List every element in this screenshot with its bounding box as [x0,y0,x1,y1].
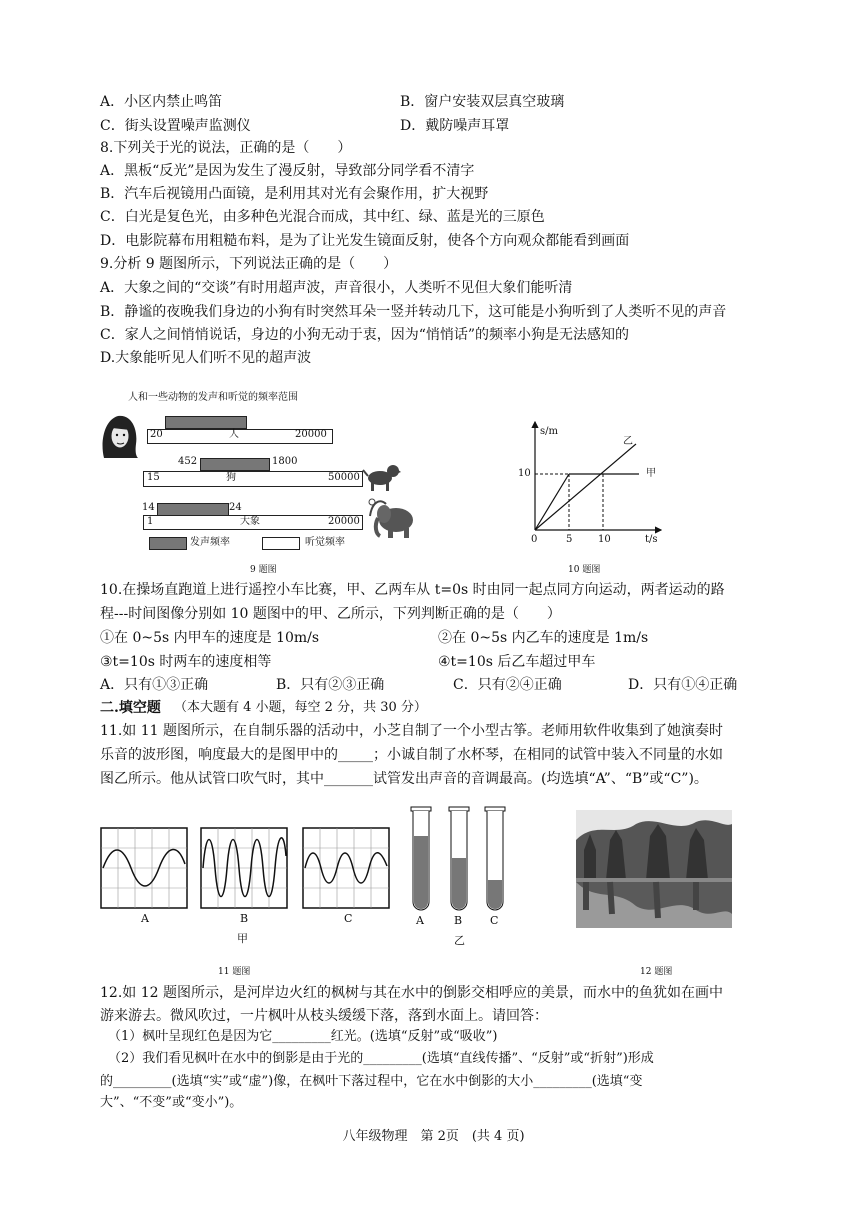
fig10-tick-5: 5 [566,534,573,545]
test-tube-c [485,807,505,910]
fig10-label-yi: 乙 [623,436,633,447]
fig10-tick-y: 10 [518,468,531,479]
q12-line-6: 大”、“不变”或“变小”)。 [100,1095,243,1110]
wave-label-c: C [344,912,353,925]
dog-emit-low: 452 [178,456,198,467]
q10-option-d: D．只有①④正确 [628,677,738,693]
test-tube-b [449,807,469,910]
legend-emit-label: 发声频率 [190,537,230,548]
human-high: 20000 [295,429,327,440]
elephant-emit-low: 14 [142,502,155,513]
test-tubes-yi [408,806,508,916]
fig10-line-yi [535,444,636,530]
tube-label-b: B [454,914,463,927]
q7-option-d: D．戴防噪声耳罩 [400,118,510,134]
test-tube-a [411,807,431,910]
dog-name: 狗 [226,472,236,483]
q8-option-c: C．白光是复色光，由多种色光混合而成，其中红、绿、蓝是光的三原色 [100,209,545,225]
tube-label-c: C [490,914,499,927]
maple-reflection-photo [576,810,732,928]
human-name: 人 [229,429,239,440]
elephant-name: 大象 [240,516,260,527]
woman-icon [98,412,140,460]
q12-line-2: 游来游去。微风吹过，一片枫叶从枝头缓缓下落，落到水面上。请回答： [100,1008,548,1024]
label-jia: 甲 [237,932,248,945]
q12-line-5: 的_________(选填“实”或“虚”)像，在枫叶下落过程中，它在水中倒影的大小_________(选填“变 [100,1074,643,1089]
q7-option-a: A．小区内禁止鸣笛 [100,94,223,110]
legend-hear-label: 听觉频率 [305,537,345,548]
elephant-low: 1 [147,516,154,527]
q9-option-b: B．静谧的夜晚我们身边的小狗有时突然耳朵一竖并转动几下，这可能是小狗听到了人类听不见的声音 [100,304,727,320]
fig12-caption: 12 题图 [640,967,673,977]
q8-option-a: A．黑板“反光”是因为发生了漫反射，导致部分同学看不清字 [100,163,475,179]
fig10-graph [515,418,665,548]
q8-option-b: B．汽车后视镜用凸面镜，是利用其对光有会聚作用，扩大视野 [100,186,489,202]
q12-line-1: 12.如 12 题图所示，是河岸边火红的枫树与其在水中的倒影交相呼应的美景，而水中的鱼犹如在画中 [100,985,723,1001]
label-yi: 乙 [454,934,465,947]
section-2-title: 二.填空题 [100,700,161,716]
q11-line-1: 11.如 11 题图所示，在自制乐器的活动中，小芝自制了一个小型古筝。老师用软件收集到了她演奏时 [100,723,723,739]
legend-hear-swatch [262,537,300,550]
q12-line-4: （2）我们看见枫叶在水中的倒影是由于光的_________(选填“直线传播”、“反射”或“折射”)形成 [108,1051,654,1066]
q10-option-a: A．只有①③正确 [100,677,209,693]
tube-label-a: A [416,914,424,927]
q11-line-2: 乐音的波形图，响度最大的是图甲中的_____；小诚自制了水杯琴，在相同的试管中装入不同量的水如 [100,747,723,763]
q9-option-a: A．大象之间的“交谈”有时用超声波，声音很小，人类听不见但大象们能听清 [100,280,573,296]
elephant-emit-high: 24 [229,502,242,513]
fig10-label-jia: 甲 [646,468,656,479]
wave-label-a: A [141,912,149,925]
q8-stem: 8.下列关于光的说法，正确的是（ ） [100,140,352,156]
q9-option-c: C．家人之间悄悄说话，身边的小狗无动于衷，因为“悄悄话”的频率小狗是无法感知的 [100,327,630,343]
q11-line-3: 图乙所示。他从试管口吹气时，其中_______试管发出声音的音调最高。(均选填“A”、“B”或“C”)。 [100,771,708,787]
waveforms-jia [100,826,392,912]
elephant-high: 20000 [328,516,360,527]
q7-option-b: B．窗户安装双层真空玻璃 [400,94,565,110]
fig10-line-jia-1 [535,474,569,530]
fig9-caption: 9 题图 [250,565,277,575]
section-2-note: （本大题有 4 小题，每空 2 分，共 30 分） [174,700,427,715]
q8-option-d: D．电影院幕布用粗糙布料，是为了让光发生镜面反射，使各个方向观众都能看到画面 [100,233,630,249]
q9-stem: 9.分析 9 题图所示，下列说法正确的是（ ） [100,256,398,272]
wave-panel-b [201,828,287,908]
fig10-tick-10: 10 [598,534,611,545]
dog-emit-high: 1800 [272,456,298,467]
q12-line-3: （1）枫叶呈现红色是因为它_________红光。(选填“反射”或“吸收”) [108,1029,498,1044]
fig10-ylabel: s/m [540,426,558,437]
dog-icon [362,462,402,492]
q10-statement-3: ③t=10s 时两车的速度相等 [100,654,272,670]
q10-statement-1: ①在 0~5s 内甲车的速度是 10m/s [100,630,320,646]
wave-panel-a [101,828,187,908]
wave-label-b: B [240,912,249,925]
page-footer: 八年级物理 第 2页 (共 4 页) [342,1129,525,1144]
fig11-caption: 11 题图 [218,967,251,977]
dog-low: 15 [147,472,160,483]
q10-stem-1: 10.在操场直跑道上进行遥控小车比赛，甲、乙两车从 t=0s 时由同一起点同方向运动，两者运动的路 [100,582,725,598]
elephant-icon [366,496,418,540]
fig10-caption: 10 题图 [568,565,601,575]
q7-option-c: C．街头设置噪声监测仪 [100,118,251,134]
dog-high: 50000 [328,472,360,483]
q10-option-b: B．只有②③正确 [276,677,385,693]
wave-panel-c [303,828,389,908]
q10-option-c: C．只有②④正确 [453,677,562,693]
fig9-title: 人和一些动物的发声和听觉的频率范围 [128,392,298,403]
human-low: 20 [150,429,163,440]
q10-statement-4: ④t=10s 后乙车超过甲车 [438,654,596,670]
q10-stem-2: 程---时间图像分别如 10 题图中的甲、乙所示，下列判断正确的是（ ） [100,606,561,622]
q9-option-d: D.大象能听见人们听不见的超声波 [100,350,312,366]
fig10-xlabel: t/s [645,534,658,545]
legend-emit-swatch [149,537,187,550]
fig10-tick-0: 0 [531,534,538,545]
q10-statement-2: ②在 0~5s 内乙车的速度是 1m/s [438,630,649,646]
